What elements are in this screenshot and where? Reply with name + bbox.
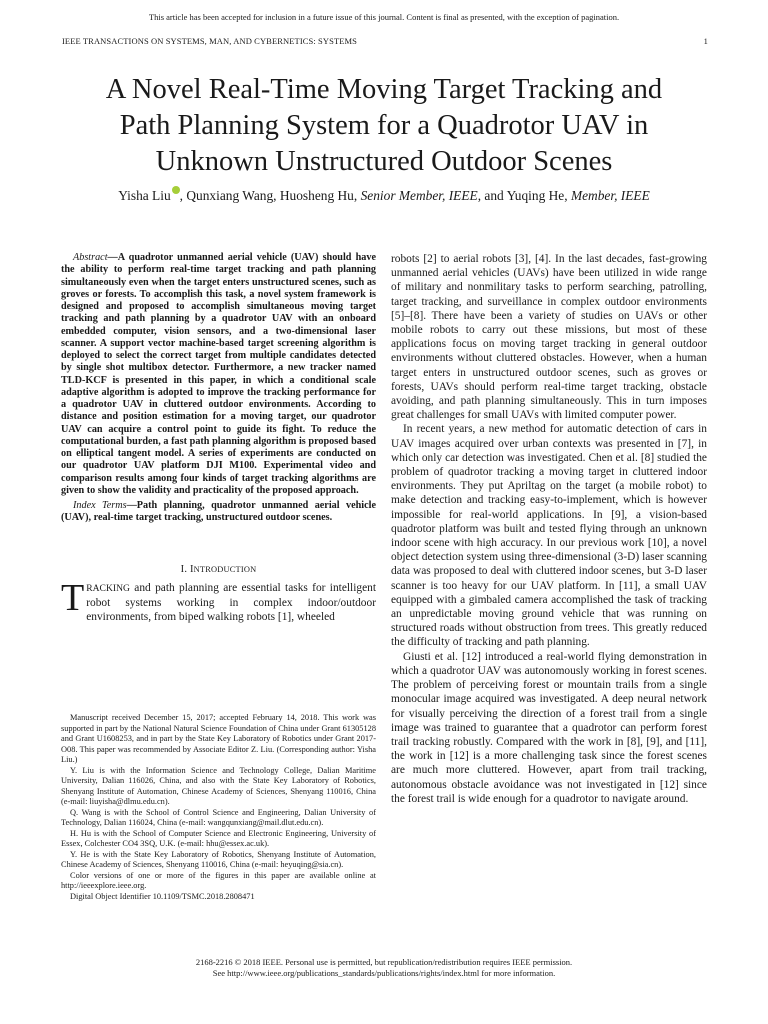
index-terms-text: —Path planning, quadrotor unmanned aerial vehicle (UAV), real-time target tracking, unstructured outdoor scenes.: [61, 500, 376, 524]
section-numeral: I. I: [180, 563, 194, 575]
left-column: [61, 252, 376, 624]
footnote: H. Hu is with the School of Computer Science and Electronic Engineering, University of Essex, Colchester CO4 3SQ, U.K. (e-mail: hhu@essex.ac.uk).: [61, 828, 376, 848]
orcid-icon[interactable]: [172, 186, 180, 194]
footnote: Y. He is with the State Key Laboratory of Robotics, Shenyang Institute of Automation, Chinese Academy of Sciences, Shenyang 110016, China (e-mail: heyuqing@sia.cn).: [61, 849, 376, 869]
intro-text: and path planning are essential tasks for intelligent robot systems working in complex indoor/outdoor environments, from biped walking robots [1], wheeled: [86, 581, 376, 623]
copyright-line: 2168-2216 © 2018 IEEE. Personal use is permitted, but republication/redistribution requires IEEE permission.: [195, 957, 573, 967]
section-heading: [61, 563, 376, 576]
author-name: Yisha Liu: [118, 188, 171, 203]
footnote: Manuscript received December 15, 2017; accepted February 14, 2018. This work was supported in part by the National Natural Science Foundation of China under Grant 61305128 and Grant U1608253, and in part by the State Key Laboratory of Robotics under Grant 2017-O08. This paper was recommended by Associate Editor Z. Liu. (Corresponding author: Yisha Liu.): [61, 713, 376, 764]
drop-cap: T: [61, 576, 85, 619]
section-name: NTRODUCTION: [193, 564, 257, 574]
title-line: Unknown Unstructured Outdoor Scenes: [155, 146, 613, 177]
page-number: 1: [703, 36, 708, 46]
paper-title: [50, 72, 718, 180]
title-line: A Novel Real-Time Moving Target Tracking and: [105, 74, 663, 105]
footnote: Q. Wang is with the School of Control Science and Engineering, Dalian University of Technology, Dalian 116024, China (e-mail: wangqunxiang@mail.dlut.edu.cn).: [61, 807, 376, 827]
acceptance-notice: This article has been accepted for inclusion in a future issue of this journal. Content is final as presented, with the exception of pagination.: [148, 12, 620, 22]
intro-paragraph: [61, 576, 376, 625]
author-membership: Senior Member, IEEE: [360, 188, 478, 203]
right-column: [391, 252, 707, 806]
author-name: , Qunxiang Wang, Huosheng Hu,: [179, 188, 361, 203]
body-paragraph: In recent years, a new method for automatic detection of cars in UAV images acquired over urban contexts was presented in [7], in which only car detection was investigated. Chen et al. [8] studied the problem of quadrotor tracking a moving target in cluttered indoor environments. They put Apriltag on the target (a mobile robot) to make detection and tracking easy-to-implement, which is however impossible for real-world applications. In [9], a vision-based quadrotor platform was built and tested flying through an unknown indoor scene with high accuracy. In our previous work [10], a novel object detection system using three-dimensional (3-D) laser scanning data was proposed to deal with cluttered indoor scenes, but 3-D laser scanner is too heavy for our UAV platform. In [11], a small UAV equipped with a gimbaled camera accomplished the task of tracking an unpredictable moving ground vehicle that was running on structured roads without obstruction from trees. This greatly reduced the difficulty of tracking and path planning.: [391, 423, 707, 649]
copyright-notice: [0, 957, 768, 979]
author-name: , and Yuqing He,: [477, 188, 571, 203]
author-membership: Member, IEEE: [570, 188, 650, 203]
running-head: [62, 36, 708, 47]
abstract-text: —A quadrotor unmanned aerial vehicle (UAV) should have the ability to perform real-time target tracking and path planning simultaneously even when the target enters unstructured scenes, such as groves or forests. To accomplish this task, a novel system framework is designed and proposed to accomplish simultaneous moving target tracking and path planning by a quadrotor UAV with an onboard embedded computer, vision sensors, and a two-dimensional laser scanner. A support vector machine-based target screening algorithm is deployed to select the correct target from multiple candidates detected by single shot multibox detector. Furthermore, a new tracker named TLD-KCF is presented in this paper, in which a conditional scale adaptive algorithm is adopted to improve the tracking performance for a quadrotor UAV in cluttered outdoor environments. According to distance and position estimation for a moving target, our quadrotor UAV can acquire a control point to guide its fight. To reduce the computational burden, a fast path planning algorithm is proposed based on elliptical tangent model. A series of experiments are conducted on our quadrotor UAV platform DJI M100. Experimental video and comparison results among four kinds of target tracking algorithms are given to show the validity and practicality of the proposed approach.: [61, 252, 376, 496]
abstract-label: Abstract: [73, 252, 108, 263]
author-list: [40, 186, 728, 205]
footnote: Digital Object Identifier 10.1109/TSMC.2018.2808471: [70, 891, 255, 901]
footnote: Color versions of one or more of the figures in this paper are available online at http://ieeexplore.ieee.org.: [61, 870, 376, 890]
intro-first-word: RACKING: [86, 582, 130, 594]
body-paragraph: robots [2] to aerial robots [3], [4]. In the last decades, fast-growing unmanned aerial vehicles (UAVs) have been utilized in wide range of military and nonmilitary tasks to perform searching, patrolling, target tracking, and surveillance in complex outdoor environments [5]–[8]. There have been a variety of studies on UAVs or other mobile robots to carry out these missions, but most of these applications focus on moving target tracking in general outdoor environments without cluttered obstacles. However, when a human target enters in unstructured outdoor scenes, such as groves or forests, UAVs should perform real-time target tracking, obstacle avoiding, and path planning simultaneously. This in turn imposes great challenges for small UAVs with limited computer power.: [391, 253, 707, 422]
footnotes: [61, 713, 376, 902]
footnote: Y. Liu is with the Information Science and Technology College, Dalian Maritime University, Dalian 116026, China, and also with the State Key Laboratory of Robotics, Shenyang Institute of Automation, Chinese Academy of Sciences, Shenyang 110016, China (e-mail: liuyisha@dlmu.edu.cn).: [61, 765, 376, 806]
copyright-line: See http://www.ieee.org/publications_standards/publications/rights/index.html for more information.: [212, 968, 556, 978]
journal-name: IEEE TRANSACTIONS ON SYSTEMS, MAN, AND CYBERNETICS: SYSTEMS: [62, 36, 358, 46]
index-terms-label: Index Terms: [73, 500, 127, 511]
title-line: Path Planning System for a Quadrotor UAV in: [119, 110, 649, 141]
abstract: [61, 252, 376, 497]
body-paragraph: Giusti et al. [12] introduced a real-world flying demonstration in which a quadrotor UAV was autonomously working in forest scenes. The problem of perceiving forest or mountain trails from a single monocular image acquired was investigated. A deep neural network for visually perceiving the direction of a forest trail from a single image was trained to guarantee that a quadrotor can perform forest trail tracking robustly. Compared with the work in [8], [9], and [11], the work in [12] is a more challenging task since the forest scenes are much more cluttered. However, apart from trail tracking, autonomous obstacle avoidance was not investigated in [12] since the forest trail is wide enough for a quadrotor to navigate around.: [391, 650, 707, 805]
index-terms: [61, 500, 376, 525]
